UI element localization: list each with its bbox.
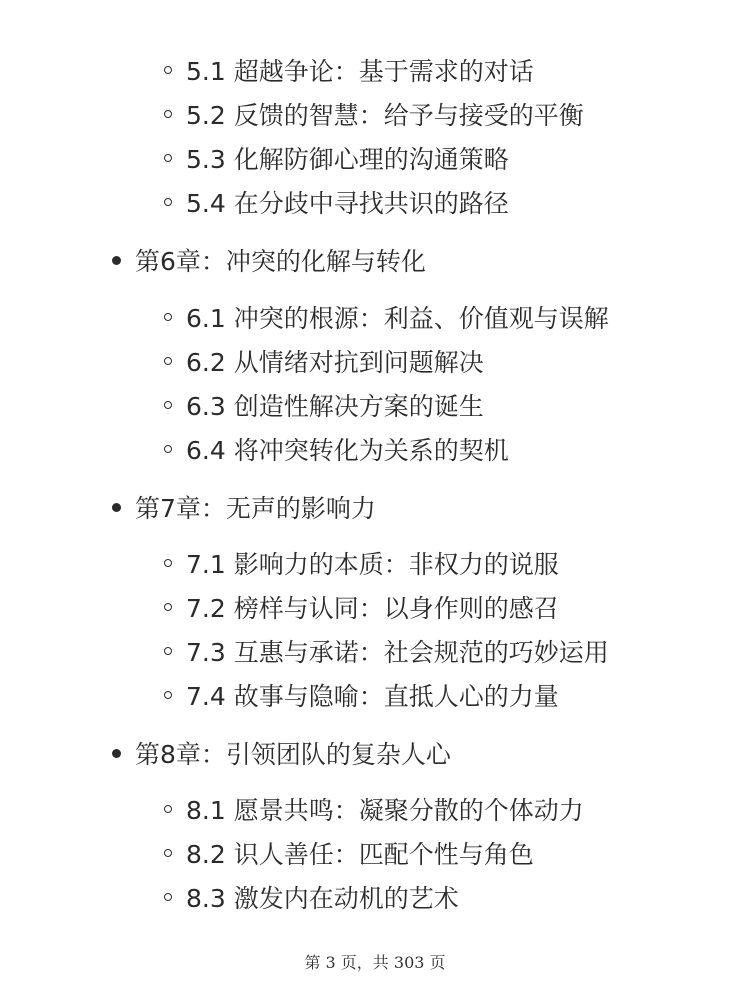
outline-section-item xyxy=(164,631,609,671)
outline-section-item xyxy=(164,675,559,715)
outline-item-text: 5.4 在分歧中寻找共识的路径 xyxy=(186,189,509,218)
outline-chapter-item xyxy=(112,487,376,527)
outline-section-item xyxy=(164,789,584,829)
outline-item-text: 6.4 将冲突转化为关系的契机 xyxy=(186,436,509,465)
circle-bullet-icon xyxy=(164,849,172,857)
outline-item-text: 6.3 创造性解决方案的诞生 xyxy=(186,392,484,421)
outline-section-item xyxy=(164,587,559,627)
circle-bullet-icon xyxy=(164,154,172,162)
outline-section-item xyxy=(164,543,559,583)
outline-section-item xyxy=(164,341,484,381)
disc-bullet-icon xyxy=(112,503,121,512)
outline-section-item xyxy=(164,182,509,222)
outline-item-text: 8.2 识人善任：匹配个性与角色 xyxy=(186,840,534,869)
outline-chapter-item xyxy=(112,733,451,773)
circle-bullet-icon xyxy=(164,691,172,699)
outline-item-text: 5.1 超越争论：基于需求的对话 xyxy=(186,57,534,86)
circle-bullet-icon xyxy=(164,110,172,118)
outline-item-text: 第7章：无声的影响力 xyxy=(135,494,376,523)
outline-section-item xyxy=(164,138,509,178)
disc-bullet-icon xyxy=(112,256,121,265)
outline-item-text: 7.2 榜样与认同：以身作则的感召 xyxy=(186,594,559,623)
circle-bullet-icon xyxy=(164,198,172,206)
outline-item-text: 7.3 互惠与承诺：社会规范的巧妙运用 xyxy=(186,638,609,667)
outline-section-item xyxy=(164,94,584,134)
circle-bullet-icon xyxy=(164,66,172,74)
outline-section-item xyxy=(164,833,534,873)
outline-chapter-item xyxy=(112,240,426,280)
circle-bullet-icon xyxy=(164,401,172,409)
outline-item-text: 7.4 故事与隐喻：直抵人心的力量 xyxy=(186,682,559,711)
outline-section-item xyxy=(164,50,534,90)
circle-bullet-icon xyxy=(164,357,172,365)
disc-bullet-icon xyxy=(112,749,121,758)
circle-bullet-icon xyxy=(164,313,172,321)
outline-section-item xyxy=(164,877,459,917)
circle-bullet-icon xyxy=(164,647,172,655)
outline-item-text: 第6章：冲突的化解与转化 xyxy=(135,247,426,276)
outline-item-text: 5.3 化解防御心理的沟通策略 xyxy=(186,145,509,174)
circle-bullet-icon xyxy=(164,893,172,901)
outline-section-item xyxy=(164,429,509,469)
outline-item-text: 第8章：引领团队的复杂人心 xyxy=(135,740,451,769)
outline-section-item xyxy=(164,297,609,337)
outline-item-text: 6.1 冲突的根源：利益、价值观与误解 xyxy=(186,304,609,333)
circle-bullet-icon xyxy=(164,445,172,453)
page-number-footer: 第 3 页，共 303 页 xyxy=(304,953,446,972)
outline-section-item xyxy=(164,385,484,425)
circle-bullet-icon xyxy=(164,559,172,567)
circle-bullet-icon xyxy=(164,603,172,611)
outline-item-text: 6.2 从情绪对抗到问题解决 xyxy=(186,348,484,377)
circle-bullet-icon xyxy=(164,805,172,813)
outline-item-text: 8.1 愿景共鸣：凝聚分散的个体动力 xyxy=(186,796,584,825)
outline-item-text: 7.1 影响力的本质：非权力的说服 xyxy=(186,550,559,579)
outline-item-text: 5.2 反馈的智慧：给予与接受的平衡 xyxy=(186,101,584,130)
outline-item-text: 8.3 激发内在动机的艺术 xyxy=(186,884,459,913)
